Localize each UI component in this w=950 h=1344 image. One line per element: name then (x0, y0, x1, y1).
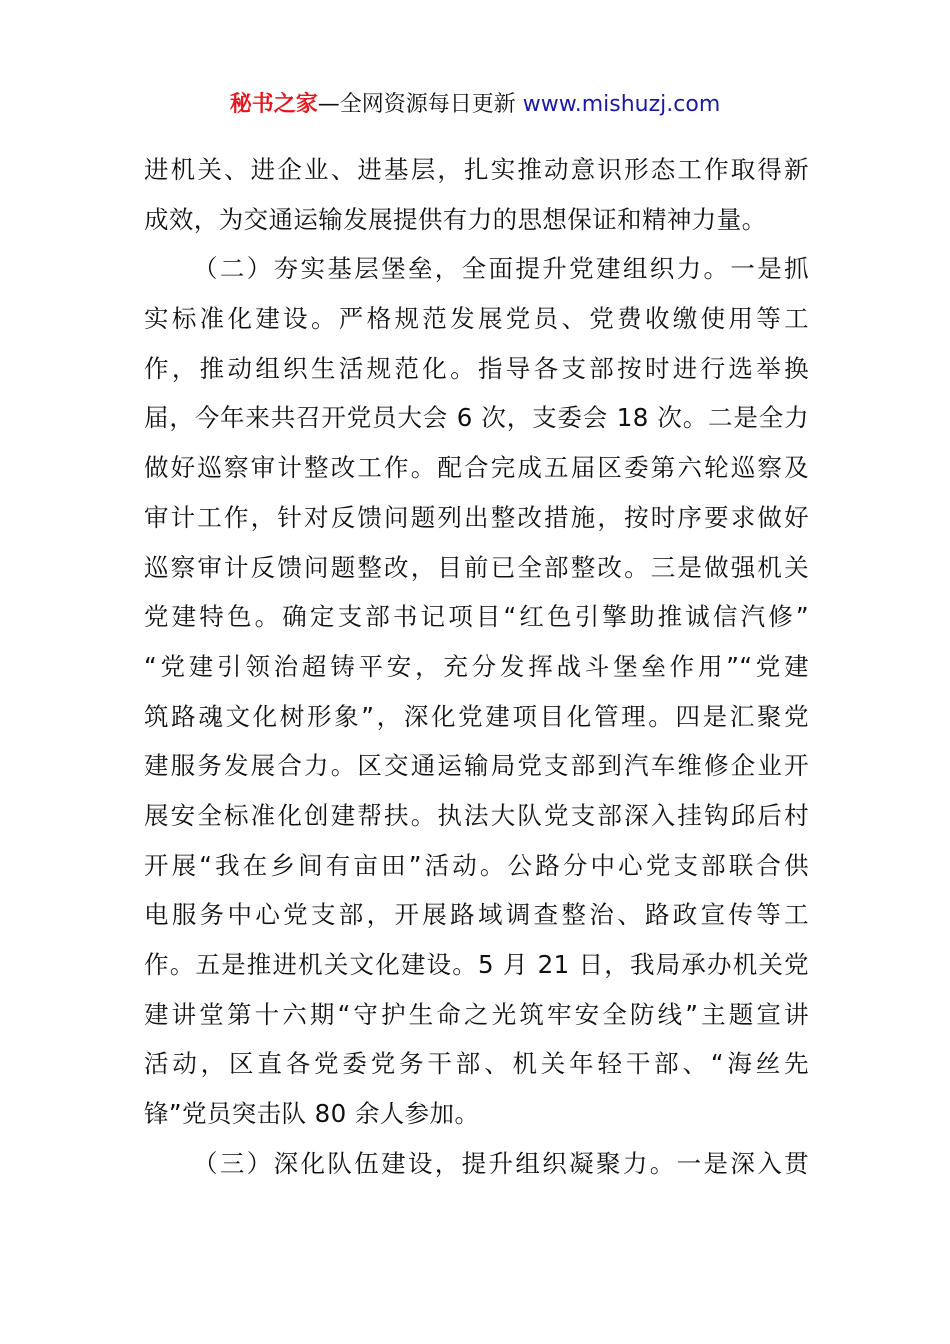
text-line: 审计工作，针对反馈问题列出整改措施，按时序要求做好 (144, 502, 809, 532)
document-body (144, 145, 809, 1188)
text-line: 展安全标准化创建帮扶。执法大队党支部深入挂钩邱后村 (144, 800, 809, 830)
text-line: “党建引领治超铸平安，充分发挥战斗堡垒作用”“党建 (144, 651, 809, 681)
site-header (0, 88, 950, 122)
section-heading-line: （二）夯实基层堡垒，全面提升党建组织力。一是抓 (193, 254, 809, 284)
text-line: 活动，区直各党委党务干部、机关年轻干部、“海丝先 (144, 1049, 809, 1079)
site-url-link[interactable]: www.mishuzj.com (522, 92, 721, 117)
text-line: 实标准化建设。严格规范发展党员、党费收缴使用等工 (144, 304, 809, 334)
text-line: 筑路魂文化树形象”，深化党建项目化管理。四是汇聚党 (144, 701, 809, 731)
text-line: 做好巡察审计整改工作。配合完成五届区委第六轮巡察及 (144, 453, 809, 483)
text-line: 巡察审计反馈问题整改，目前已全部整改。三是做强机关 (144, 552, 809, 582)
text-line: 建服务发展合力。区交通运输局党支部到汽车维修企业开 (144, 751, 809, 781)
text-line: 开展“我在乡间有亩田”活动。公路分中心党支部联合供 (144, 850, 809, 880)
text-line: 锋”党员突击队 80 余人参加。 (144, 1099, 480, 1129)
text-line: 成效，为交通运输发展提供有力的思想保证和精神力量。 (144, 204, 767, 234)
text-line: 建讲堂第十六期“守护生命之光筑牢安全防线”主题宣讲 (144, 999, 809, 1029)
text-line: 作。五是推进机关文化建设。5 月 21 日，我局承办机关党 (144, 950, 809, 979)
text-line: 党建特色。确定支部书记项目“红色引擎助推诚信汽修” (144, 602, 809, 632)
site-brand: 秘书之家 (229, 92, 318, 117)
text-line: 进机关、进企业、进基层，扎实推动意识形态工作取得新 (144, 155, 809, 184)
text-line: 届，今年来共召开党员大会 6 次，支委会 18 次。二是全力 (144, 403, 809, 433)
text-line: 作，推动组织生活规范化。指导各支部按时进行选举换 (144, 353, 809, 383)
section-heading-line: （三）深化队伍建设，提升组织凝聚力。一是深入贯 (193, 1148, 809, 1178)
site-tagline: —全网资源每日更新 (317, 92, 523, 117)
text-line: 电服务中心党支部，开展路域调查整治、路政宣传等工 (144, 900, 809, 930)
